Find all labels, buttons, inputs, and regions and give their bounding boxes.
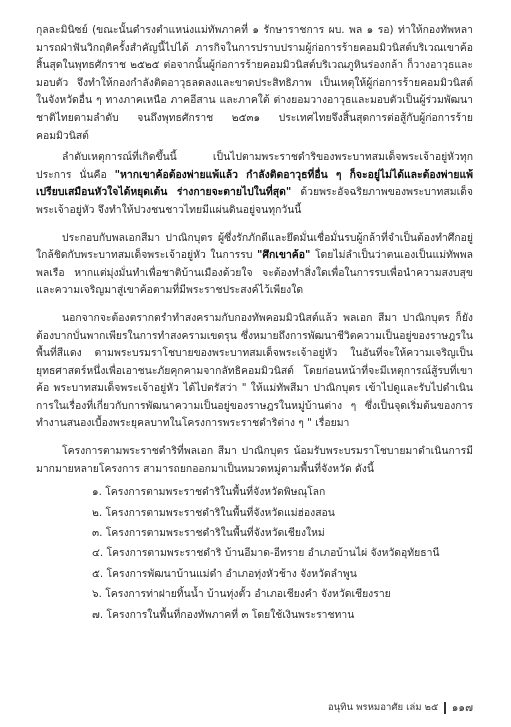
list-item: ๕. โครงการพัฒนาบ้านแม่ดำ อำเภอทุ่งหัวช้าง จังหวัดลำพูน (92, 567, 357, 580)
battle-name: "ศึกเขาค้อ" (256, 249, 311, 262)
page-footer (328, 699, 473, 716)
royal-quote: "หากเขาค้อต้องพ่ายแพ้แล้ว กำลังติดอาวุธที่อื่น ๆ ก็จะอยู่ไม่ได้และต้องพ่ายแพ้ เปรียบเสมือนหัวใจได้หยุดเต้น ร่างกายจะตายไปในที่สุด" (36, 168, 474, 199)
paragraph-5: โครงการตามพระราชดำริที่พลเอก สีมา ปาณิกบุตร น้อมรับพระบรมราโชบายมาดำเนินการมีมากมายหลายโครงการ สามารถยกออกมาเป็นหมวดหมู่ตามพื้นที่จังหวัด ดังนี้ (36, 445, 473, 475)
paragraph-2-lead: ลำดับเหตุการณ์ที่เกิดขึ้นนี้ เป็นไปตามพระราชดำริของพระบาทสมเด็จพระเจ้าอยู่หัวทุกประการ นั่นคือ (36, 151, 473, 181)
paragraph-3-lead: ประกอบกับพลเอกสีมา ปาณิกบุตร ผู้ซึ่งรักภักดีและยึดมั่นเชื่อมั่นรบผู้กล้าที่จำเป็นต้องทำศึกอยู่ใกล้ชิดกับพระบาทสมเด็จพระเจ้าอยู่หัว ในการรบ (36, 231, 473, 262)
footer-divider (444, 702, 446, 714)
list-item: ๔. โครงการตามพระราชดำริ บ้านอีมาด-อีทราย อำเภอบ้านไผ่ จังหวัดอุทัยธานี (92, 547, 440, 560)
list-item: ๒. โครงการตามพระราชดำริในพื้นที่จังหวัดแม่ฮ่องสอน (92, 506, 335, 519)
paragraph-1: กุลละมินิซย์ (ขณะนั้นดำรงตำแหน่งแม่ทัพภาคที่ ๑ รักษาราชการ ผบ. พล ๑ รอ) ท่าให้กองทัพหลามารถฝ่าฟันวิกฤติครั้งสำคัญนี้ไปได้ ภารกิจในการปราบปรามผู้ก่อการร้ายคอมมิวนิสต์บริเวณเขาค้อสิ้นสุดในพุทธศักราช ๒๕๒๕ ต่อจากนั้นผู้ก่อการร้ายคอมมิวนิสต์บริเวณภูหินร่องกล้า ก็วางอาวุธและมอบตัว จึงทำให้กองกำลังติดอาวุธลดลงและขาดประสิทธิภาพ เป็นเหตุให้ผู้ก่อการร้ายคอมมิวนิสต์ในจังหวัดอื่น ๆ ทางภาคเหนือ ภาคอีสาน และภาคใต้ ต่างยอมวางอาวุธและมอบตัวเป็นผู้ร่วมพัฒนาชาติไทยตามลำดับ จนถึงพุทธศักราช ๒๕๓๑ ประเทศไทยจึงสิ้นสุดการต่อสู้กับผู้ก่อการร้ายคอมมิวนิสต์ (36, 24, 473, 142)
list-item: ๗. โครงการในพื้นที่กองทัพภาคที่ ๓ โดยใช้เงินพระราชทาน (92, 608, 355, 621)
paragraph-2 (36, 149, 473, 219)
paragraph-3-tail: โดยไม่ลำเป็นว่าตนเองเป็นแม่ทัพพลพลเรือ หากแต่มุ่งมั่นทำเพื่อชาติบ้านเมืองด้วยใจ จะต้องทำสิ่งใดเพื่อในการรบเพื่อนำความสงบสุขและความเจริญมาสู่เขาค้อตามที่มีพระราชประสงค์ไว้เพียงใด (36, 249, 473, 297)
book-title: อนุทิน พรหมอาศัย เล่ม ๒๕ (327, 702, 439, 713)
list-item: ๓. โครงการตามพระราชดำริในพื้นที่จังหวัดเชียงใหม่ (92, 527, 325, 540)
paragraph-4: นอกจากจะต้องตรากตรำทำสงครามกับกองทัพคอมมิวนิสต์แล้ว พลเอก สีมา ปาณิกบุตร ก็ยังต้องบากบั่นพากเพียรในการทำสงครามเขตรุน ซึ่งหมายถึงการพัฒนาชีวิตความเป็นอยู่ของราษฎรในพื้นที่สีแดง ตามพระบรมราโชบายของพระบาทสมเด็จพระเจ้าอยู่หัว ในอันที่จะให้ความเจริญเป็นยุทธศาสตร์หนึ่งเพื่อเอาชนะภัยคุกคามจากลัทธิคอมมิวนิสต์ โดยก่อนหน้าที่จะมีเหตุการณ์สู้รบที่เขาค้อ พระบาทสมเด็จพระเจ้าอยู่หัว ได้ไปตรัสว่า " ให้แม่ทัพสีมา ปาณิกบุตร เข้าไปดูและรับไปดำเนินการในเรื่องที่เกี่ยวกับการพัฒนาความเป็นอยู่ของราษฎรในหมู่บ้านต่าง ๆ ซึ่งเป็นจุดเริ่มต้นของการทำงานสนองเบื้องพระยุคลบาทในโครงการพระราชดำริต่าง ๆ " เรื่อยมา (36, 311, 473, 430)
project-list (36, 482, 473, 625)
paragraph-3 (36, 230, 473, 300)
paragraph-2-tail: ด้วยพระอัจฉริยภาพของพระบาทสมเด็จพระเจ้าอยู่หัว จึงทำให้ปวงชนชาวไทยมีแผ่นดินอยู่จนทุกวันนี้ (36, 186, 473, 216)
page-number: ๑๑๗ (451, 702, 473, 714)
list-item: ๖. โครงการท่าฝายทิ้นน้ำ บ้านทุ่งตั้ว อำเภอเชียงคำ จังหวัดเชียงราย (92, 588, 391, 601)
list-item: ๑. โครงการตามพระราชดำริในพื้นที่จังหวัดพิษณุโลก (92, 486, 326, 499)
